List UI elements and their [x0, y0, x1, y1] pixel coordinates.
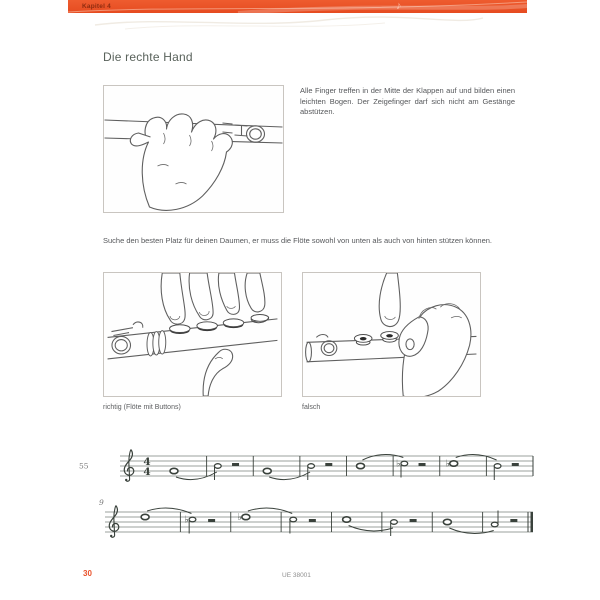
eighth-note-decoration-icon: ♪	[396, 0, 402, 12]
correct-fingers-illustration	[104, 273, 281, 396]
svg-text:♭: ♭	[445, 458, 451, 470]
ghost-flute-decoration	[85, 11, 485, 33]
svg-text:9: 9	[99, 498, 104, 507]
figure-wrong-box	[302, 272, 481, 397]
caption-correct: richtig (Flöte mit Buttons)	[103, 404, 181, 411]
intro-paragraph: Alle Finger treffen in der Mitte der Klappen auf und bilden einen leichten Bogen. Der Zeigefinger darf sich nicht am Gestänge abstützen.	[300, 86, 515, 116]
chapter-label: Kapitel 4	[82, 2, 111, 10]
svg-text:4: 4	[143, 456, 151, 468]
svg-text:♭: ♭	[237, 511, 243, 523]
page-title: Die rechte Hand	[103, 50, 193, 64]
music-staff-1	[75, 440, 540, 498]
footer-plate-number: UE 38001	[282, 572, 311, 579]
wrong-hand-illustration	[303, 273, 480, 396]
svg-text:4: 4	[143, 466, 151, 478]
svg-text:♭: ♭	[396, 458, 401, 470]
thumb-paragraph: Suche den besten Platz für deinen Daumen, er muss die Flöte sowohl von unten als auch von hinten stützen können.	[103, 236, 492, 245]
music-staff-2	[75, 496, 540, 554]
hand-side-view-illustration	[104, 86, 283, 212]
figure-hand-grip-box	[103, 85, 284, 213]
caption-wrong: falsch	[302, 404, 321, 411]
footer-page-number: 30	[83, 569, 92, 578]
svg-text:55: 55	[79, 461, 89, 471]
svg-text:♭: ♭	[184, 514, 189, 526]
figure-correct-box	[103, 272, 282, 397]
